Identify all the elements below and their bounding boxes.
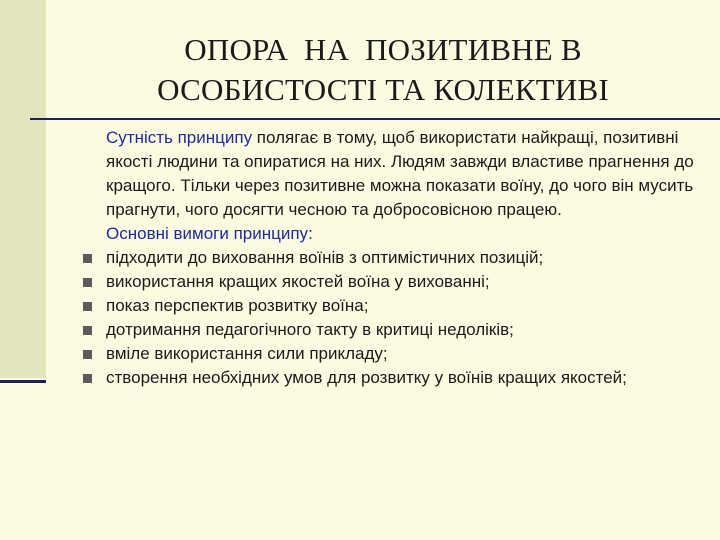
list-item-text: підходити до виховання воїнів з оптимістичних позицій; xyxy=(106,248,544,267)
list-item-text: дотримання педагогічного такту в критиці недоліків; xyxy=(106,320,514,339)
slide-body xyxy=(106,126,710,390)
intro-text: полягає в тому, щоб використати найкращі, позитивні якості людини та опиратися на них. Людям завжди властиве прагнення до кращого. Тільки через позитивне можна показати воїну, до чого він мусить прагнути, чого досягти чесною та добросовісною працею. xyxy=(106,128,694,219)
bullet-square-icon xyxy=(83,374,92,383)
side-decor-rule xyxy=(0,380,46,383)
list-item xyxy=(106,318,710,342)
list-item xyxy=(106,366,710,390)
list-item xyxy=(106,342,710,366)
requirements-heading xyxy=(106,222,710,246)
title-line-1: ОПОРА НА ПОЗИТИВНЕ В xyxy=(184,32,582,67)
intro-paragraph xyxy=(106,126,710,222)
list-item xyxy=(106,246,710,270)
bullet-square-icon xyxy=(83,350,92,359)
bullet-square-icon xyxy=(83,302,92,311)
bullet-square-icon xyxy=(83,254,92,263)
list-item-text: створення необхідних умов для розвитку у воїнів кращих якостей; xyxy=(106,368,627,387)
bullet-square-icon xyxy=(83,326,92,335)
list-item xyxy=(106,270,710,294)
list-item-text: показ перспектив розвитку воїна; xyxy=(106,296,369,315)
requirements-term: Основні вимоги принципу xyxy=(106,224,309,243)
requirements-list xyxy=(106,246,710,390)
side-decor-band xyxy=(0,0,46,378)
slide-title xyxy=(46,30,720,110)
bullet-square-icon xyxy=(83,278,92,287)
list-item xyxy=(106,294,710,318)
list-item-text: використання кращих якостей воїна у вихованні; xyxy=(106,272,490,291)
requirements-colon: : xyxy=(308,224,313,243)
intro-term: Сутність принципу xyxy=(106,128,253,147)
list-item-text: вміле використання сили прикладу; xyxy=(106,344,388,363)
title-line-2: ОСОБИСТОСТІ ТА КОЛЕКТИВІ xyxy=(157,72,609,107)
title-underline xyxy=(30,118,720,120)
